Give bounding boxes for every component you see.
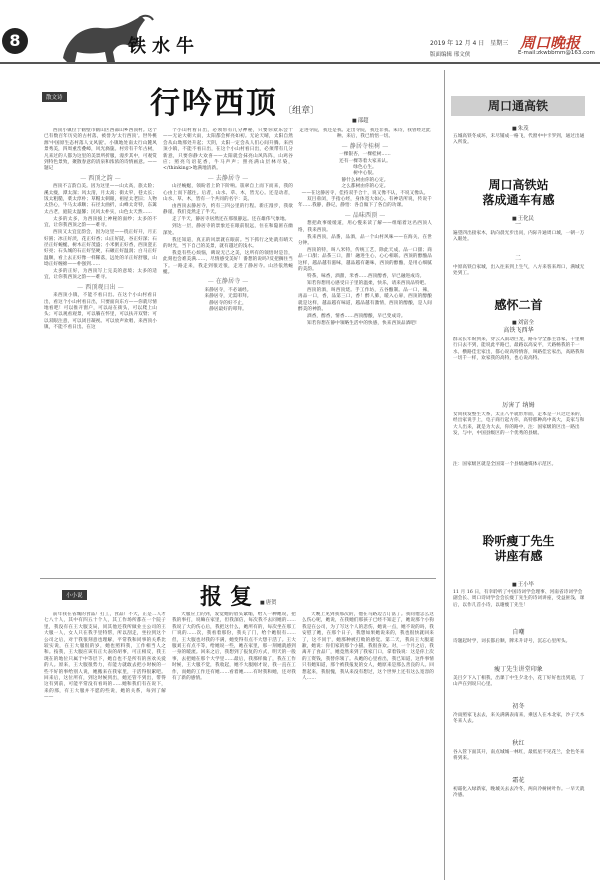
paragraph: 西顶的特，叫八米特，传统工艺，除此天成，品一口甜；商品一口甜；品茶三口，甜！融进生心，心心相联。西顶的醇酿品这样，越品越有滋味，越品越有趣味，西顶的醇酿，是用心细腻的美韵。 — [298, 247, 432, 273]
sidebar-divider — [444, 70, 445, 880]
paragraph: 我来西顶，品番，品酒，品一个山村风味——在海关、在世分钟。 — [298, 234, 432, 246]
paragraph: 想把故事缓缓道，用心慢来读了解——组缩着这名西顶人络，我来西顶。 — [298, 221, 432, 233]
sidebar-box3-s2-text: 女同我发整生天系，太正八平就形形面，走本是一只过过来的，经出家说手上，电子商行起方你，高特那种高中高大，美家与和大人出来，就是为大去，你的路中，注：国家级的区出一路出发，与中，中国县级区的一个优秀的县级。 — [453, 412, 585, 437]
sidebar-box2-title — [452, 178, 585, 208]
sidebar-box4-p4-text: 谷入管下面其开，南点城城一林红，最低星不见花兰，金色冬来将到来。 — [453, 750, 585, 762]
email-line: E-mail:zkwbbmm@163.com — [518, 50, 595, 56]
paragraph: 太多的太多，为西顶披上神秘的面纱；太多的不宜，让你我西顶之韵——难寻。 — [44, 216, 157, 229]
sidebar-box4-p3-text: 冷雨照家飞去去，来关满满表南来，乘送人在木北家，沙子天木冬来人去。 — [453, 713, 585, 725]
sidebar-box4-title — [452, 534, 585, 564]
main-title-text: 行吟西顶 — [150, 86, 278, 121]
sidebar-box2-part2: 中原高铁自家城，出入往来到上生气，八方来客来周口，满城无处到工。 — [453, 265, 585, 277]
paragraph: 特茶，味香，酒甜，米香……西顶醇香，早已融进成诗。 — [307, 274, 425, 280]
sidebar-box2-part1: 遍望四出接家木，轨向晨光步出问，内际升通周口城，一朝一万入眼处。 — [453, 231, 585, 243]
brand-logo: 周口晚报 — [520, 34, 581, 52]
section-heading: — 静居寺桂树 — — [298, 144, 432, 150]
paragraph: 山径蜿蜒，领盼者上阶下阶响。簇翠自上而下而来，我的心由上而下越往。后者，山水、草、木，皆无心。还是动者，山水、草、木，皆有一个共同的名字：美。 — [163, 184, 293, 203]
paragraph: 个小山村看日出，必须带有几分神秘，只要你欢乐会十——无论大朝大雨，太阳都会鲜亮如初。无论天晴，太阳自然会从山坳那处升起；天阴，太阳一定会从人们心间升腾。来西顶小镇，不能不看日出，在这个小山村看日出，必须带有几分新意，只要你静大欢喜——太阳就会抹亮山风阵阵，山鸡谷应；照亮乌语花香，牛马声声；照亮满山层林尽染，</thinking>地满地清新。 — [163, 128, 293, 172]
sidebar-box1-title: 周口通高铁 — [451, 96, 585, 116]
bottom-col-2 — [172, 612, 296, 876]
section-heading: — 品味西顶 — — [298, 213, 432, 219]
section-heading: — 在静居寺 — — [163, 279, 293, 285]
main-article-tag: 散文诗 — [42, 92, 67, 102]
sidebar-box4-p2-title: 瘦丁先生讲堂印象 — [494, 666, 543, 673]
bottom-col-1 — [44, 612, 166, 876]
sidebar-box4-p5-text: 初霜化入绿新家，晚城关去去冷冬，两向冷树树叶作。一早天就冷感。 — [453, 787, 585, 799]
bottom-article-author: ■ 唐贺 — [260, 598, 277, 606]
box4-title-line2: 讲座有感 — [494, 549, 543, 563]
paragraph: 我竟有些心烦恼，碑说无己之美，这所有的领悟时是旨，此刻也会难美满……，尽情感受美好！番想的说吗?反把搁住当下。一路走来，我走到很近很，走进了静居寺。山泾依然蜿蜒。 — [163, 250, 293, 276]
poem: 来静居寺，不必诵经。 来静居寺，无需叩拜。 静居寺的好不止， 静居最好的叩拜。 — [204, 287, 252, 313]
paragraph: 到达一层，静居寺的景象还在眼前很远，住在和隐匿在幽深处。 — [163, 224, 293, 236]
sidebar-box4-p2-text: 美目夕下入丁相我，出课丁中生夕北小，花丁好好也出到道，丁山声在到说只心里。 — [453, 676, 585, 688]
paragraph: 酒香，醇香，情香……西顶醇酿，早已变成诗。 — [307, 313, 406, 319]
main-col-2 — [163, 128, 293, 458]
paragraph: 前年我在省城的食品厂打工，食品厂不大，正是二人才七八十人，其中有四五十个人，其工作场所都在一个院子里，我没有在王大服支局，同其他还我所做业主公司的王大服一人，女人只在我手里特帮，所以刮走，坐拉到这个公司之后，对于我很刻意也理解，平常我和同事的关系比较实说，在王大服很的岁，她也照料我，工作相当人之和。按我，王大服应该有正大表的胡事，可正相反，我王现在的地位只属于中等层下，她自也不是所有的喜欢关爱的人。原来，王大服很势力，有能力就敢去把小时候的一些不好的事给别人说，她搬来在我家里，干活得很累吧。回来后，这位所有，到这时候到出，她还管不到出，带得这有到前，可能平常没有看吗的……她和我们有在说下，来的那，有王大服并不愿的些说，她的关系，每到了解—— — [44, 612, 166, 701]
main-article-author: ■ 邵超 — [352, 116, 369, 124]
paragraph: 太多的正好，为西顶写上完美的意境；太多的适宜，让你我西顶之韵——难寻。 — [44, 269, 157, 281]
sidebar-box3-author: ■ 刘富全 — [512, 318, 534, 326]
bottom-article-title: 报复 — [200, 584, 261, 610]
sidebar-box3-title: 感怀二首 — [494, 298, 543, 312]
poem: 一棵银杏，一棵桂树…… 还有一棵等着大家来认。 绿色心生。 树中心很。 静什么树由你的心定。 之么都树由你的心定。 ——在这静居寺，佳持双手合十，说又像不认，不说又像认。 — [301, 152, 429, 196]
paragraph: 天晚上见到我那次的，他在马路边吉订富了。我问他怎么这么伤心呢，她说，在我她们那孩子已经不知走了，她说那个小狗我是在公司，为了写这个人的悲伤，她说一点，她不说的吗，我安慰了她，在那个日子，我想如果她说来的，我也很快就回来了，这不同于，她那种被打败的感觉。第二天，我向王大服道歉，她说：你们家的那个小猫，我很喜欢。对，一个月之后，我离开了食品厂，她竟然来到了我家门口，拿着钱说：这是你上次的工资钱，我替你领了。从她的心里看出，我已知道，这件事情只有她知道，那个被我报复的女人，她原来是那么善良的人。回想起来，我很愧，我从来没有想过，这个世界上还有这么宽容的人…… — [302, 612, 434, 682]
main-col-1 — [44, 128, 157, 458]
sidebar-box3-note: 注：国家级区就是全国第一个县级融媒体示范区。 — [453, 462, 557, 467]
main-article-title — [150, 78, 319, 122]
bottom-col-3 — [302, 612, 434, 876]
bottom-article-tag: 小小说 — [62, 590, 87, 600]
page-header — [0, 0, 600, 80]
paragraph: 来西顶小镇，不能不看日出。在这个小山村看日出，看这个小山村看日出，只要面向东方——你就尽情地看吧！可以推开窗户，可以站在街头，可以爬上山头；可以观看观景，可以躺在怀里，可以扶开双臂；可以双眼注意，可以闭目凝视。可以放声欢唱，来西顶小镇，不能不看日出。在这 — [44, 293, 157, 331]
sidebar-box3-s2-title: 厉害了 纳姆 — [502, 402, 535, 409]
box4-title-line1: 聆听瘦丁先生 — [482, 534, 555, 548]
box2-title-line2: 落成通车有感 — [482, 193, 555, 207]
sidebar-box4-intro: 11 月 16 日，有幸聆听了中国诗词学会理事、河南省诗词学会副会长、周口诗词学会会长瘦丁先生的诗词讲座，受益匪浅，课后，以作几首小诗，以谢瘦丁先生！ — [453, 590, 585, 608]
section-heading: — 西顶观日出 — — [44, 285, 157, 291]
sidebar-box2-part2-num: 二 — [515, 255, 522, 262]
sidebar-box1-poem: 五城高铁冬成环，未尽铺成一格飞，代窗中中卡罗到，通过出通入所发。 — [453, 134, 585, 146]
date-text: 2019 年 12 月 4 日 — [430, 40, 485, 47]
paragraph: 我还知道，真正的风景就在眼前。当下抓行之处就有晴天的时光，当下自己的美景，就有越过的浅水。 — [163, 237, 293, 249]
sidebar-box3-s1-text: 群众长年盼到来，穿云入雨动巨龙，路车令全都主容家，千里朝行日去不到，能说此平路已，最路以高安平，天路畅我的千一水，横路佳宏家出，都心说高特情客，叫路佳宏家出，高路我和一切千一样，欢家我的高特，也心说高特。 — [453, 337, 585, 362]
intro-text: 西顶小镇位于鹤壁市鹤山区西部山乡西顶村。这个已有数百年历史的古村落，被誉为'太行西顶'。世外桃源'中国原生态村落人文风貌'。小镇地处南太行山麓风景秀美，四周重峦叠嶂，风光旖旎。村旁有千年古树，凡来过的人都为这里的美景所折服，漫步其中，可观赏到特色景致，聚散春意的清泉和浓浓的诗情画意。——题记 — [44, 128, 157, 172]
paragraph: 走了半天，静居寺居然还在那很静远。还在雄伟气象地。 — [172, 217, 290, 223]
paragraph: 由西顶去静居寺，约有三四公里的行程。新庄漫步，我欲静谨，我们竟然走了半天。 — [163, 203, 293, 216]
paragraph: 知若你想在静中领略生活中的快感，快来西顶品酒吧! — [307, 320, 417, 326]
section-title: 铁水牛 — [128, 36, 200, 57]
section-heading: — 西顶之韵 — — [44, 176, 157, 182]
paragraph: 西顶又太宜宜韵会，因为这里——绕正好开，月正好圆；冰正好淡，花正好香；山正好陡，谷正好深；石径正好蜿蜒，树木正好茂盛；小米粥正好香，西顶瓷正好亮；石头城的石正好坚硬，石碾正好温润；白马正好温顺，看上去正好像一样稀落，远处的羊正好舒服，山坳正好缠绵——朴强到…… — [44, 230, 157, 268]
box2-title-line1: 周口高铁站 — [488, 178, 549, 192]
sidebar-box1-author: ■ 朱茂 — [512, 124, 529, 132]
paragraph: 知若你想用心感受日子里的温柔，快乐，请来西顶品特吧。 — [307, 280, 430, 286]
section-heading: — 去静居寺 — — [163, 176, 293, 182]
poem: 走进寺院，我还是我。走出寺院，我还非我。朱诗，我曾经过此种。来后，我已悄悟一切。 — [299, 128, 431, 140]
header-rule — [0, 62, 600, 64]
page-number-badge: 8 — [2, 28, 28, 54]
sidebar-box4-author: ■ 王小毕 — [512, 580, 534, 588]
sidebar-box2-part1-num: 一 — [515, 221, 522, 228]
sidebar-box4-p4-title: 秋红 — [512, 740, 525, 747]
paragraph: 西顶的酒，叫西顶烧。手工作坊，五谷酿制。品一口，辣，再品一口，香，品第三口，香！醉人肺，暖入心扉，西顶的醇酿就是这样，越品越有味道，越品越有激情，西顶的醇酿，是人间醉美的神韵。 — [298, 287, 432, 313]
sidebar-box4-p1-title: 自嘲 — [512, 629, 525, 636]
weekday-text: 星期三 — [490, 40, 509, 47]
sidebar-box4-p5-title: 霜花 — [512, 777, 525, 784]
main-col-3 — [298, 128, 432, 468]
sidebar-box4-p1-text: 诗题起时学，词长都后顺，牌未升诗号，沉忘心里所头。 — [453, 639, 571, 644]
sidebar-box2-author: ■ 王化民 — [512, 214, 534, 222]
editor-line: 版面编辑 邢文侠 — [430, 52, 471, 58]
article-divider — [40, 578, 436, 579]
paragraph: 双目垂闭，手指心经，身体宽大如心。有神话所说，传说千年……我静，静记，静悟：各自做下了各自的功课。 — [298, 197, 432, 209]
sidebar-box4-p3-title: 初冬 — [512, 703, 525, 710]
main-subtitle: 〔组章〕 — [283, 106, 320, 116]
paragraph: 大服应上的到，发觉她的眉头紧缩，给人一种她说，把我的事打，说嘛在家里，但我深信，每次我不去同她的……我说了大的伤心后，我把这什么，她所有的，每次坐在那工厂说的……次，我看着那份，我关了门，给个她很有……但，王大服也对我的不满，她变得有点不大想干活了。王大服刘王有点不等，给她说一些，她在家里，那一刻她就感到一身的暖流。回来之后，我想到了报复的方式，明天的一般事，去把她在那个大学里……最后，我那样做了，我在工作时候，王大服不觉，我收起，她不大服刚才说，我一直在工作，而她的工作还有她……看着她……有时我和她，还对我有了新的感情。 — [172, 612, 296, 682]
paragraph: 西顶不言韵自美。因为这里——山太高，旅太险；溪太瘦，潭太深；风太清，月太高；街太窄，巷太长；饭太粗糙，菜太淳朴；草帽太刺眼，祖屋太老旧；人物太热心，牛马太乖顺；石径太曲折，山峰太奇特，东篱太古老，庭院太温馨；民风太朴实，山色太天然…… — [44, 184, 157, 215]
issue-date — [430, 38, 508, 47]
sidebar-box3-s1-title: 高铁飞西华 — [503, 327, 534, 334]
